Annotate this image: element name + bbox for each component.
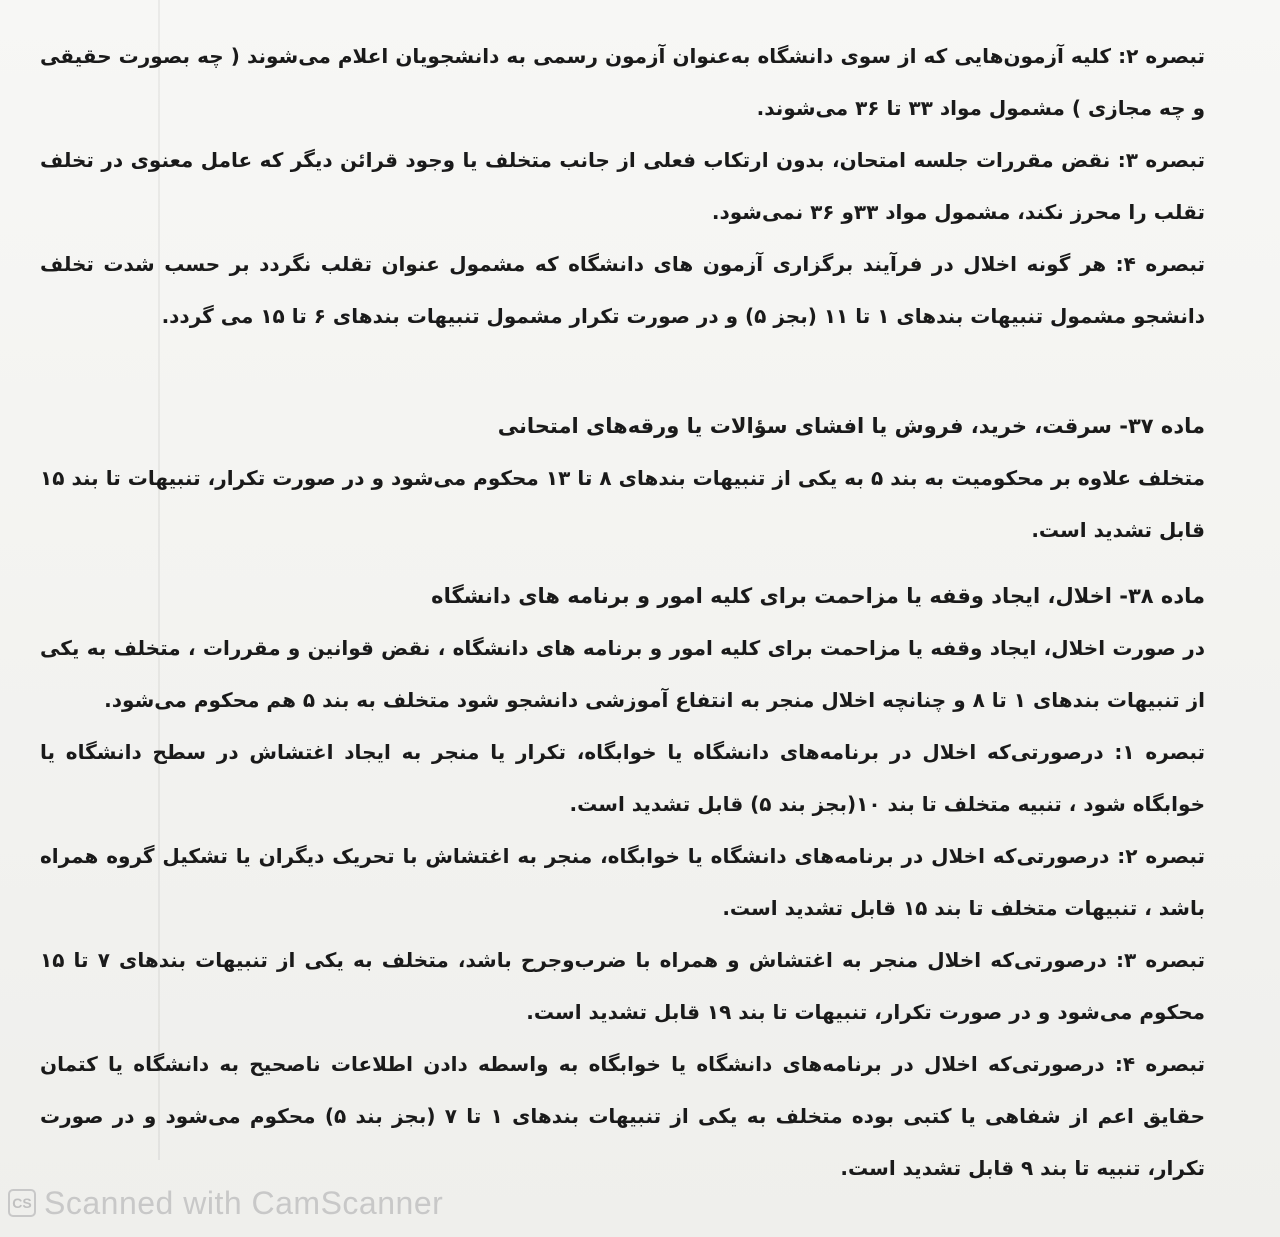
note-text: درصورتی‌که اخلال منجر به اغتشاش و همراه با ضرب‌وجرح باشد، متخلف به یکی از تنبیهات بندهای ۷ تا ۱۵ محکوم می‌شود و در صورت تکرار، تنبیهات تا بند ۱۹ قابل تشدید است. [40, 948, 1205, 1024]
article-38-heading: ماده ۳۸- اخلال، ایجاد وقفه یا مزاحمت برای کلیه امور و برنامه های دانشگاه [431, 584, 1205, 608]
article-38-note-2 [40, 830, 1205, 934]
article-38-note-1 [40, 726, 1205, 830]
note-text: درصورتی‌که اخلال در برنامه‌های دانشگاه یا خوابگاه، تکرار یا منجر به ایجاد اغتشاش در سطح دانشگاه یا خوابگاه شود ، تنبیه متخلف تا بند ۱۰(بجز بند ۵) قابل تشدید است. [40, 740, 1205, 816]
camscanner-logo-icon: CS [8, 1189, 36, 1217]
article-38-note-3 [40, 934, 1205, 1038]
note-text: کلیه آزمون‌هایی که از سوی دانشگاه به‌عنوان آزمون رسمی به دانشجویان اعلام می‌شوند ( چه بصورت حقیقی و چه مجازی ) مشمول مواد ۳۳ تا ۳۶ می‌شوند. [40, 44, 1205, 120]
note-text: نقض مقررات جلسه امتحان، بدون ارتکاب فعلی از جانب متخلف یا وجود قرائن دیگر که عامل معنوی در تخلف تقلب را محرز نکند، مشمول مواد ۳۳و ۳۶ نمی‌شود. [40, 148, 1205, 224]
note-label: تبصره ۲: [1117, 844, 1205, 868]
article-37-heading: ماده ۳۷- سرقت، خرید، فروش یا افشای سؤالات یا ورقه‌های امتحانی [497, 414, 1205, 438]
note-label: تبصره ۳: [1117, 148, 1205, 172]
note-4-disruption-paragraph [40, 238, 1205, 342]
watermark-text: Scanned with CamScanner [44, 1184, 444, 1221]
note-label: تبصره ۱: [1114, 740, 1206, 764]
scanner-watermark [8, 1185, 443, 1221]
document-body [40, 30, 1205, 1194]
note-text: هر گونه اخلال در فرآیند برگزاری آزمون های دانشگاه که مشمول عنوان تقلب نگردد بر حسب شدت تخلف دانشجو مشمول تنبیهات بندهای ۱ تا ۱۱ (بجز ۵) و در صورت تکرار مشمول تنبیهات بندهای ۶ تا ۱۵ می گردد. [40, 252, 1205, 328]
article-37-text: متخلف علاوه بر محکومیت به بند ۵ به یکی از تنبیهات بندهای ۸ تا ۱۳ محکوم می‌شود و در صورت تکرار، تنبیهات تا بند ۱۵ قابل تشدید است. [40, 466, 1206, 542]
note-label: تبصره ۴: [1114, 1052, 1206, 1076]
note-3-exam-rules-paragraph [40, 134, 1205, 238]
section-spacer [40, 342, 1205, 400]
note-label: تبصره ۲: [1118, 44, 1205, 68]
note-label: تبصره ۴: [1115, 252, 1206, 276]
section-spacer [40, 556, 1205, 570]
note-text: درصورتی‌که اخلال در برنامه‌های دانشگاه یا خوابگاه به واسطه دادن اطلاعات ناصحیح به دانشگاه یا کتمان حقایق اعم از شفاهی یا کتبی بوده متخلف به یکی از تنبیهات بندهای ۱ تا ۷ (بجز بند ۵) محکوم می‌شود و در صورت تکرار، تنبیه تا بند ۹ قابل تشدید است. [40, 1052, 1206, 1180]
article-38-note-4 [40, 1038, 1205, 1194]
note-label: تبصره ۳: [1116, 948, 1206, 972]
article-38-text: در صورت اخلال، ایجاد وقفه یا مزاحمت برای کلیه امور و برنامه های دانشگاه ، نقض قوانین و مقررات ، متخلف به یکی از تنبیهات بندهای ۱ تا ۸ و چنانچه اخلال منجر به انتفاع آموزشی دانشجو شود متخلف به بند ۵ هم محکوم می‌شود. [40, 636, 1205, 712]
note-text: درصورتی‌که اخلال در برنامه‌های دانشگاه یا خوابگاه، منجر به اغتشاش با تحریک دیگران یا تشکیل گروه همراه باشد ، تنبیهات متخلف تا بند ۱۵ قابل تشدید است. [40, 844, 1205, 920]
note-2-exams-paragraph [40, 30, 1205, 134]
